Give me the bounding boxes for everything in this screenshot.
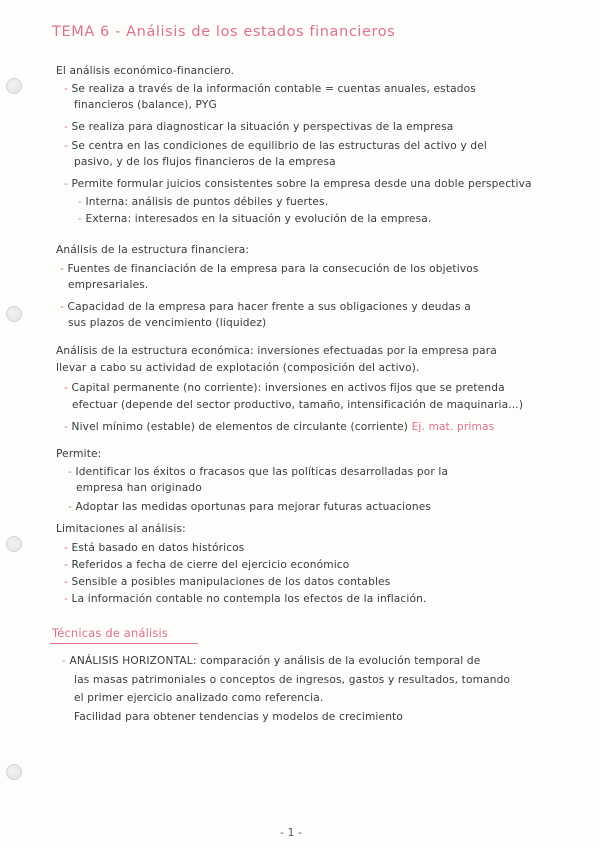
sub-list-item [78,212,431,226]
bullet-dash: - [78,213,82,225]
bullet-dash: - [78,196,82,208]
bullet-dash: - [68,466,72,478]
list-item [60,300,471,314]
list-item [64,177,532,191]
section-heading: Permite: [56,448,102,460]
bullet-dash: - [64,178,68,190]
bullet-dash: - [64,542,68,554]
sub-list-item-text: Externa: interesados en la situación y evolución de la empresa. [85,213,432,225]
list-item [64,82,476,96]
section-heading: El análisis económico-financiero. [56,65,235,77]
list-item-text: Permite formular juicios consistentes sobre la empresa desde una doble perspectiva [71,178,532,190]
list-item-continuation: Facilidad para obtener tendencias y modelos de crecimiento [74,711,403,723]
list-item [64,381,505,395]
list-item-text: Está basado en datos históricos [71,542,245,554]
page-number: - 1 - [280,826,302,839]
section-heading: Análisis de la estructura financiera: [56,244,250,256]
list-item-text: Nivel mínimo (estable) de elementos de circulante (corriente) [71,421,409,433]
list-item-text: Identificar los éxitos o fracasos que las políticas desarrolladas por la [75,466,449,478]
list-item [64,575,390,589]
list-item [64,592,427,606]
sub-list-item-text: Interna: análisis de puntos débiles y fuertes. [85,196,329,208]
binder-hole [6,78,22,94]
bullet-dash: - [64,421,68,433]
binder-hole [6,536,22,552]
list-item [62,654,480,668]
list-item-text: La información contable no contempla los efectos de la inflación. [71,593,427,605]
binder-hole [6,306,22,322]
list-item [68,465,448,479]
list-item-text: Se realiza a través de la información contable [71,83,322,95]
list-item-continuation: financieros (balance), PYG [74,99,217,111]
list-item [68,500,431,514]
example-note: Ej. mat. primas [411,421,495,433]
bullet-dash: - [64,121,68,133]
list-item-text: Adoptar las medidas oportunas para mejorar futuras actuaciones [75,501,432,513]
list-item-continuation: efectuar (depende del sector productivo, tamaño, intensificación de maquinaria...) [72,399,524,411]
list-item [64,558,349,572]
paragraph-line: llevar a cabo su actividad de explotación (composición del activo). [56,362,420,374]
section-heading: Limitaciones al análisis: [56,523,186,535]
list-item-text: Se centra en las condiciones de equilibrio de las estructuras del activo y del [71,140,488,152]
list-item-text: Capacidad de la empresa para hacer frente a sus obligaciones y deudas a [67,301,472,313]
list-item-continuation: el primer ejercicio analizado como referencia. [74,692,324,704]
list-item-continuation: pasivo, y de los flujos financieros de la empresa [74,156,336,168]
list-item-continuation: sus plazos de vencimiento (liquidez) [68,317,267,329]
list-item [60,262,479,276]
sub-list-item [78,195,328,209]
bullet-dash: - [64,559,68,571]
page-title: TEMA 6 - Análisis de los estados financieros [52,24,396,40]
binder-hole [6,764,22,780]
list-item-continuation: empresa han originado [76,482,202,494]
list-item [64,541,244,555]
list-item-text: Sensible a posibles manipulaciones de los datos contables [71,576,391,588]
list-item-text: Referidos a fecha de cierre del ejercicio económico [71,559,350,571]
list-item-text: = cuentas anuales, estados [324,83,476,95]
list-item-text: Fuentes de financiación de la empresa para la consecución de los objetivos [67,263,479,275]
bullet-dash: - [64,83,68,95]
heading-underline [50,643,198,644]
bullet-dash: - [64,140,68,152]
bullet-dash: - [64,382,68,394]
bullet-dash: - [64,593,68,605]
list-item-continuation: empresariales. [68,279,149,291]
list-item-text: Capital permanente (no corriente): inversiones en activos fijos que se pretenda [71,382,505,394]
bullet-dash: - [68,501,72,513]
bullet-dash: - [60,263,64,275]
list-item [64,139,487,153]
list-item-text: Se realiza para diagnosticar la situación y perspectivas de la empresa [71,121,454,133]
list-item-text: ANÁLISIS HORIZONTAL: comparación y análisis de la evolución temporal de [69,655,481,667]
list-item-continuation: las masas patrimoniales o conceptos de ingresos, gastos y resultados, tomando [74,674,511,686]
bullet-dash: - [62,655,66,667]
bullet-dash: - [60,301,64,313]
list-item [64,420,494,434]
list-item [64,120,453,134]
paragraph-line: Análisis de la estructura económica: inversiones efectuadas por la empresa para [56,345,497,357]
section-heading-tecnicas: Técnicas de análisis [52,626,168,640]
bullet-dash: - [64,576,68,588]
